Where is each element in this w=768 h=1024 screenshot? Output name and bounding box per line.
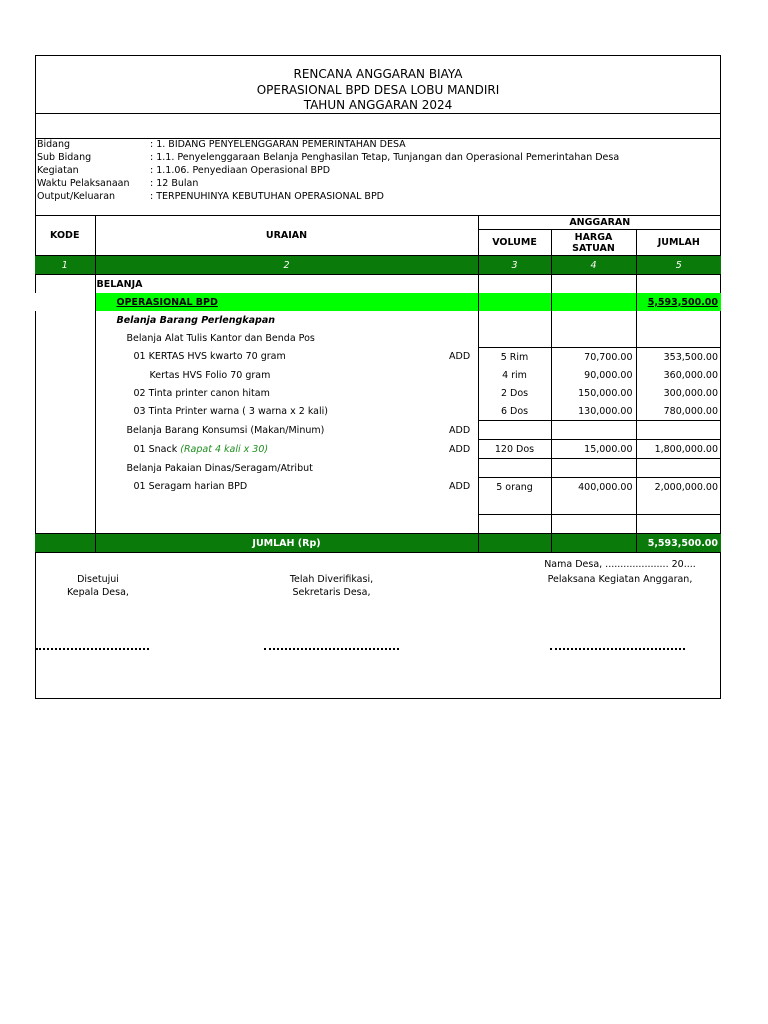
row-jumlah: 2,000,000.00 xyxy=(636,478,721,497)
row-uraian: Belanja Barang Konsumsi (Makan/Minum) xyxy=(126,424,325,436)
signature-line-middle xyxy=(264,648,399,650)
signature-middle-line2: Sekretaris Desa, xyxy=(292,587,371,598)
col-number: 3 xyxy=(478,256,551,275)
divider xyxy=(35,113,721,114)
row-volume: 2 Dos xyxy=(478,384,551,402)
row-jumlah: 300,000.00 xyxy=(663,387,719,399)
info-value: : 12 Bulan xyxy=(150,178,199,189)
total-label: JUMLAH (Rp) xyxy=(95,534,478,553)
add-tag: ADD xyxy=(446,440,478,459)
row-volume: 6 Dos xyxy=(478,402,551,421)
add-tag: ADD xyxy=(446,421,478,440)
row-jumlah: 1,800,000.00 xyxy=(636,440,721,459)
row-uraian: 03 Tinta Printer warna ( 3 warna x 2 kali) xyxy=(133,405,328,417)
add-tag: ADD xyxy=(446,348,478,367)
info-label: Kegiatan xyxy=(37,165,79,176)
header-kode: KODE xyxy=(35,216,95,256)
total-value: 5,593,500.00 xyxy=(636,534,721,553)
col-number: 5 xyxy=(636,256,721,275)
header-anggaran: ANGGARAN xyxy=(478,216,721,230)
info-value: : TERPENUHINYA KEBUTUHAN OPERASIONAL BPD xyxy=(150,191,384,202)
row-harga: 400,000.00 xyxy=(551,478,636,497)
header-volume: VOLUME xyxy=(478,230,551,256)
col-number: 4 xyxy=(551,256,636,275)
row-volume: 4 rim xyxy=(478,366,551,384)
row-uraian: 01 Seragam harian BPD xyxy=(133,481,248,493)
signature-left-line2: Kepala Desa, xyxy=(67,587,129,598)
header-harga: HARGA SATUAN xyxy=(551,230,636,256)
header-jumlah: JUMLAH xyxy=(636,230,721,256)
title-line-3: TAHUN ANGGARAN 2024 xyxy=(303,98,453,112)
row-harga: 150,000.00 xyxy=(551,384,636,402)
info-label: Output/Keluaran xyxy=(37,191,116,202)
signature-left xyxy=(38,573,158,599)
info-label: Waktu Pelaksanaan xyxy=(37,178,130,189)
row-jumlah: 780,000.00 xyxy=(663,405,719,417)
row-uraian: 02 Tinta printer canon hitam xyxy=(133,387,270,399)
row-volume: 120 Dos xyxy=(478,440,551,459)
row-harga: 130,000.00 xyxy=(551,402,636,421)
row-uraian: 01 KERTAS HVS kwarto 70 gram xyxy=(133,351,286,363)
signature-left-line1: Disetujui xyxy=(77,574,119,585)
signature-middle-line1: Telah Diverifikasi, xyxy=(289,574,374,585)
col-number: 1 xyxy=(35,256,95,275)
snack-note: (Rapat 4 kali x 30) xyxy=(180,443,269,455)
section-belanja: BELANJA xyxy=(95,275,478,294)
row-uraian: Kertas HVS Folio 70 gram xyxy=(149,369,271,381)
info-value: : 1. BIDANG PENYELENGGARAN PEMERINTAHAN DESA xyxy=(150,139,406,150)
row-jumlah: 360,000.00 xyxy=(663,369,719,381)
budget-table xyxy=(35,215,721,553)
add-tag: ADD xyxy=(446,478,478,497)
operasional-total: 5,593,500.00 xyxy=(647,296,719,308)
col-number: 2 xyxy=(95,256,478,275)
title-line-2: OPERASIONAL BPD DESA LOBU MANDIRI xyxy=(256,83,500,97)
row-harga: 70,700.00 xyxy=(551,348,636,367)
signature-right-line1: Pelaksana Kegiatan Anggaran, xyxy=(547,574,693,585)
section-barang: Belanja Barang Perlengkapan xyxy=(95,311,478,329)
info-label: Bidang xyxy=(37,139,71,150)
signature-line-right xyxy=(550,648,685,650)
place-date: Nama Desa, ..................... 20.... xyxy=(544,559,696,570)
section-operasional: OPERASIONAL BPD xyxy=(95,293,478,311)
header-uraian: URAIAN xyxy=(95,216,478,256)
signature-line-left xyxy=(36,648,149,650)
title-line-1: RENCANA ANGGARAN BIAYA xyxy=(293,67,463,81)
row-harga: 15,000.00 xyxy=(551,440,636,459)
row-volume: 5 Rim xyxy=(478,348,551,367)
row-uraian: Belanja Alat Tulis Kantor dan Benda Pos xyxy=(126,332,315,344)
row-uraian: 01 Snack (Rapat 4 kali x 30) xyxy=(133,443,269,455)
info-value: : 1.1. Penyelenggaraan Belanja Penghasilan Tetap, Tunjangan dan Operasional Pemerintahan Desa xyxy=(150,152,620,163)
signature-middle xyxy=(250,573,413,599)
row-harga: 90,000.00 xyxy=(551,366,636,384)
info-value: : 1.1.06. Penyediaan Operasional BPD xyxy=(150,165,331,176)
info-label: Sub Bidang xyxy=(37,152,92,163)
row-volume: 5 orang xyxy=(478,478,551,497)
row-uraian: Belanja Pakaian Dinas/Seragam/Atribut xyxy=(126,462,313,474)
row-jumlah: 353,500.00 xyxy=(663,351,719,363)
signature-right xyxy=(510,573,730,586)
